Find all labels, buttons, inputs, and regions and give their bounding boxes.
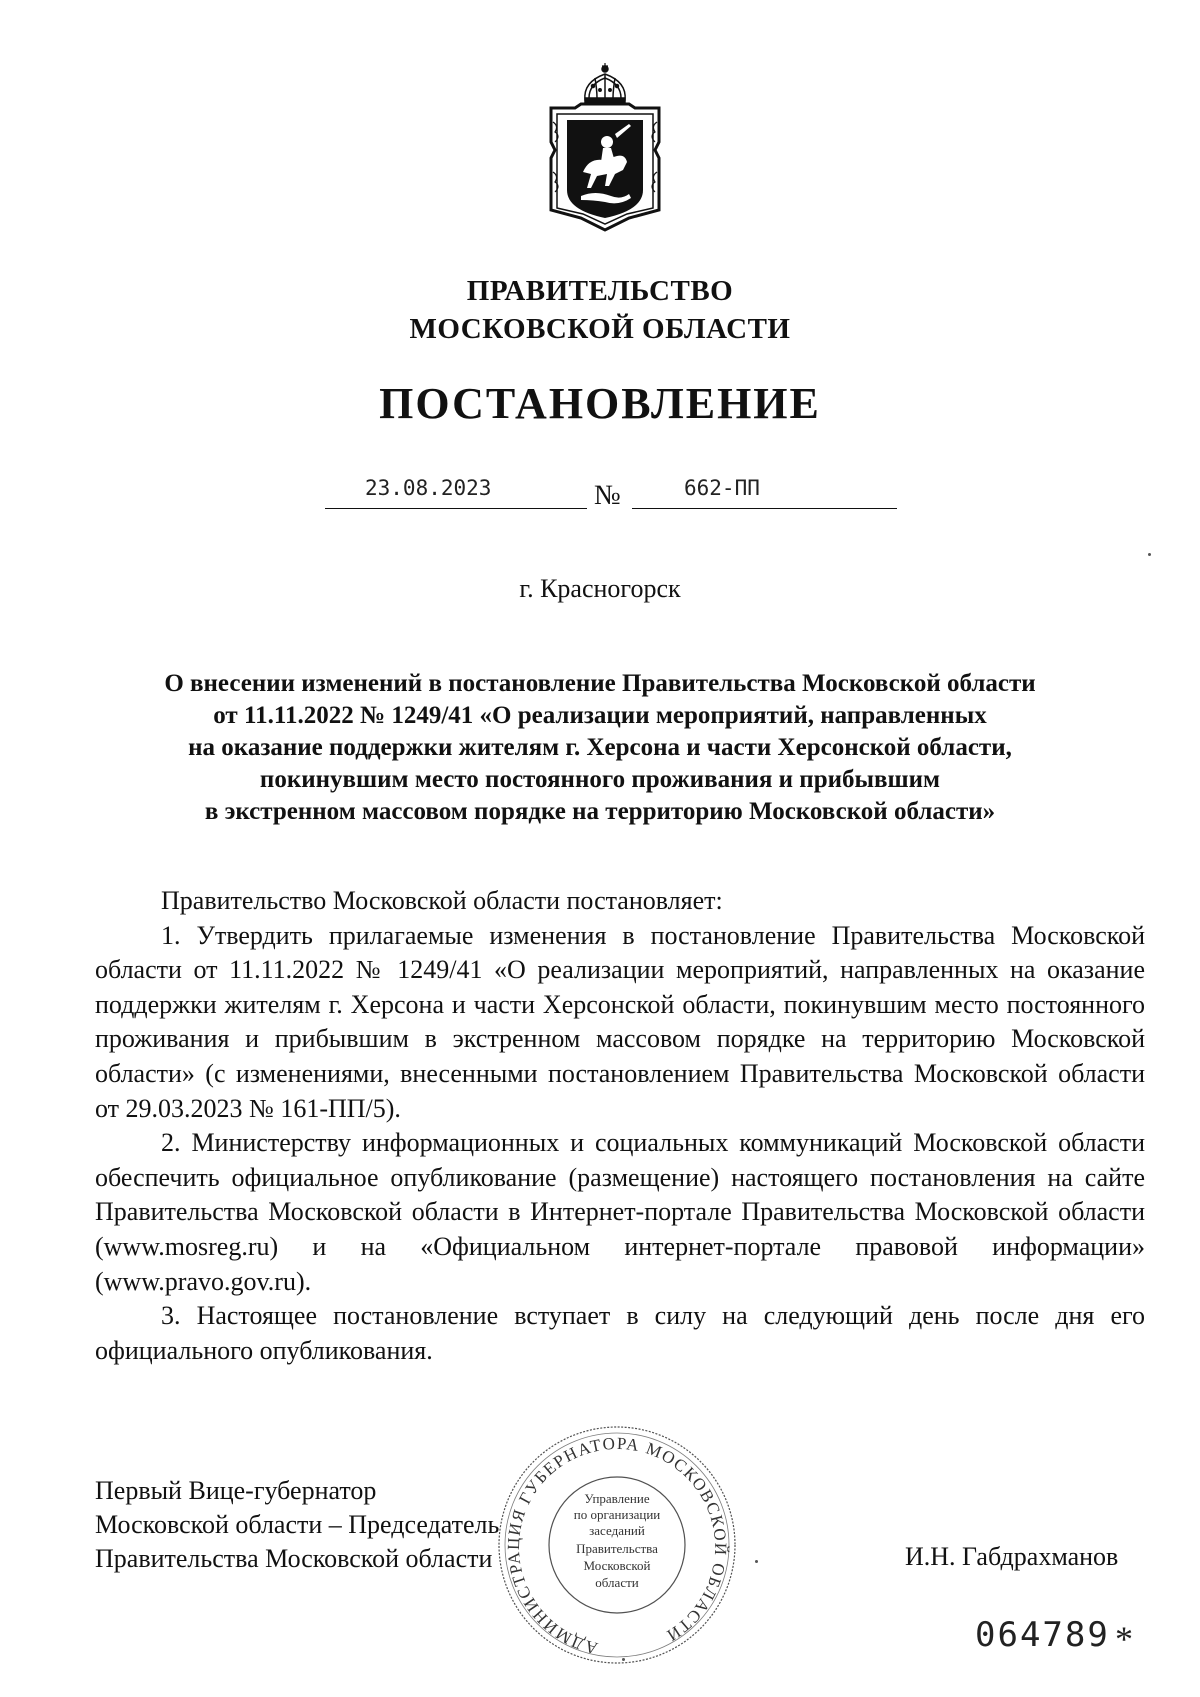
- city-name: г. Красногорск: [519, 574, 681, 603]
- document-number: 662-ПП: [684, 476, 760, 500]
- coat-of-arms-emblem: [545, 62, 665, 232]
- document-body: [95, 884, 1145, 1368]
- date-underline: [325, 508, 587, 509]
- scan-speck: [1148, 553, 1151, 556]
- number-underline: [632, 508, 897, 509]
- body-intro: Правительство Московской области постановляет:: [161, 886, 723, 915]
- position-line: Московской области – Председатель: [95, 1510, 500, 1539]
- scan-speck: [622, 1658, 625, 1661]
- document-subject: [95, 668, 1105, 828]
- crown-icon: [585, 63, 625, 103]
- registration-row: [0, 468, 1200, 518]
- subject-line: от 11.11.2022 № 1249/41 «О реализации мероприятий, направленных: [213, 702, 987, 729]
- scan-speck: [755, 1560, 758, 1563]
- svg-text:АДМИНИСТРАЦИЯ ГУБЕРНАТОРА МОСК: АДМИНИСТРАЦИЯ ГУБЕРНАТОРА МОСКОВСКОЙ ОБЛАСТИ: [503, 1433, 731, 1659]
- svg-text:по организации: по организации: [573, 1507, 661, 1522]
- number-sign: №: [594, 480, 621, 511]
- position-line: Правительства Московской области: [95, 1544, 493, 1573]
- subject-line: покинувшим место постоянного проживания и прибывшим: [259, 766, 941, 793]
- government-name-line1: ПРАВИТЕЛЬСТВО: [466, 275, 734, 307]
- svg-text:заседаний: заседаний: [589, 1523, 645, 1538]
- subject-line: на оказание поддержки жителям г. Херсона и части Херсонской области,: [188, 734, 1012, 761]
- body-paragraph-1: 1. Утвердить прилагаемые изменения в постановление Правительства Московской области от 11.11.2022 № 1249/41 «О реализации мероприятий, направленных на оказание поддержки жителям г. Херсона и части Херсонской области, покинувшим место постоянного проживания и прибывшим в экстренном массовом порядке на территорию Московской области» (с изменениями, внесенными постановлением Правительства Московской области от 29.03.2023 № 161-ПП/5).: [95, 920, 1145, 1123]
- svg-text:Правительства: Правительства: [576, 1541, 658, 1556]
- svg-text:Московской: Московской: [583, 1558, 651, 1573]
- serial-mark: *: [1115, 1619, 1133, 1659]
- document-date: 23.08.2023: [365, 476, 492, 500]
- signatory-name: И.Н. Габдрахманов: [905, 1542, 1119, 1571]
- subject-line: в экстренном массовом порядке на территорию Московской области»: [204, 798, 996, 825]
- government-name-line2: МОСКОВСКОЙ ОБЛАСТИ: [409, 313, 791, 345]
- subject-line: О внесении изменений в постановление Правительства Московской области: [164, 670, 1036, 697]
- serial-number: 064789: [975, 1615, 1110, 1655]
- position-line: Первый Вице-губернатор: [95, 1476, 377, 1505]
- document-type-title: ПОСТАНОВЛЕНИЕ: [379, 379, 821, 428]
- svg-text:Управление: Управление: [584, 1491, 650, 1506]
- signatory-position: [95, 1474, 499, 1576]
- svg-text:области: области: [595, 1575, 639, 1590]
- official-seal-stamp: [492, 1423, 742, 1668]
- body-paragraph-3: 3. Настоящее постановление вступает в силу на следующий день после дня его официального опубликования.: [95, 1301, 1145, 1365]
- body-paragraph-2: 2. Министерству информационных и социальных коммуникаций Московской области обеспечить официальное опубликование (размещение) настоящего постановления на сайте Правительства Московской области в Интернет-портале Правительства Московской области (www.mosreg.ru) и на «Официальном интернет-портале правовой информации» (www.pravo.gov.ru).: [95, 1128, 1145, 1296]
